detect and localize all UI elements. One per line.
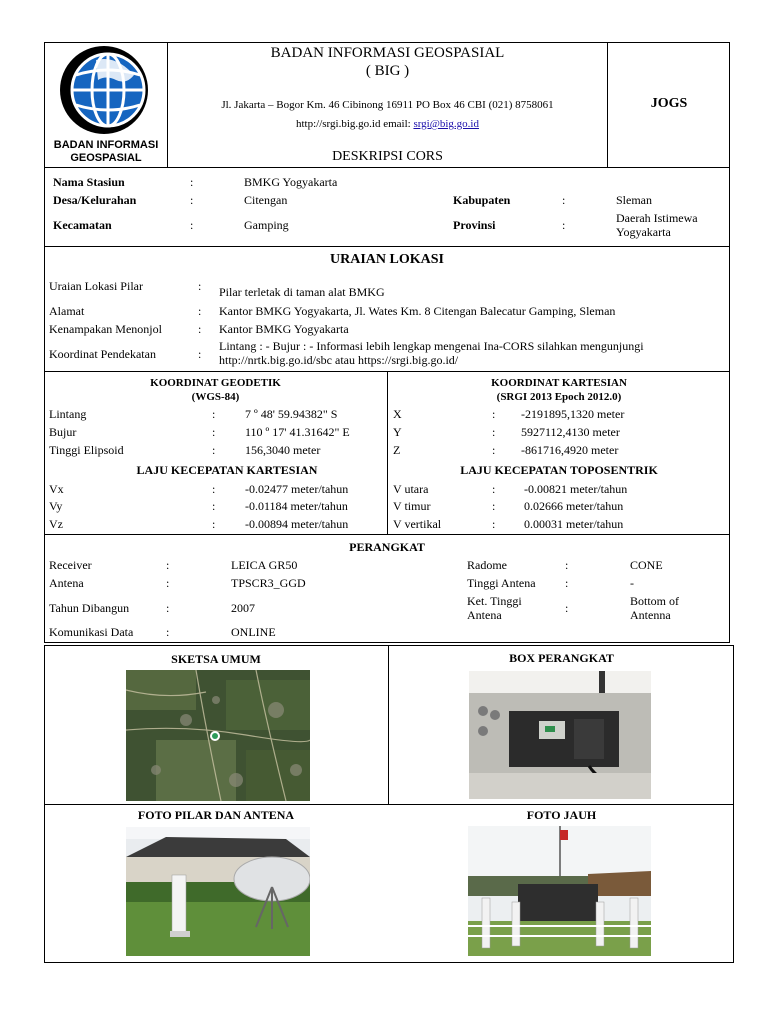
vu-value: -0.00821 meter/tahun — [524, 482, 628, 496]
globe-logo-icon — [56, 45, 154, 137]
far-view-image — [468, 826, 651, 956]
vx-label: Vx — [49, 482, 64, 496]
box-equipment-image — [469, 671, 651, 799]
provinsi-value-1: Daerah Istimewa — [616, 211, 698, 225]
nama-value: BMKG Yogyakarta — [244, 175, 338, 189]
receiver-colon: : — [166, 558, 170, 572]
nama-colon: : — [190, 175, 194, 189]
kabupaten-label: Kabupaten — [453, 193, 511, 207]
radome-colon: : — [565, 558, 569, 572]
sketch-map-image — [126, 670, 310, 801]
pilar-photo-title: FOTO PILAR DAN ANTENA — [137, 808, 295, 822]
org-short: ( BIG ) — [365, 63, 410, 79]
vy-value: -0.01184 meter/tahun — [245, 499, 348, 513]
vv-value: 0.00031 meter/tahun — [524, 517, 624, 531]
org-address: Jl. Jakarta – Bogor Km. 46 Cibinong 16911 PO Box 46 CBI (021) 8758061 — [221, 99, 554, 111]
provinsi-label: Provinsi — [453, 218, 496, 232]
doc-title: DESKRIPSI CORS — [332, 149, 443, 164]
map-drawing — [126, 670, 310, 801]
x-colon: : — [492, 407, 496, 421]
komunikasi-label: Komunikasi Data — [49, 625, 134, 639]
ket-tinggi-value-2: Antenna — [630, 608, 671, 622]
kecamatan-colon: : — [190, 218, 194, 232]
org-contact — [168, 117, 607, 131]
koordinat-value-2: http://nrtk.big.go.id/sbc atau https://srgi.big.go.id/ — [219, 353, 459, 367]
vt-value: 0.02666 meter/tahun — [524, 499, 624, 513]
tinggi-antena-label: Tinggi Antena — [467, 576, 536, 590]
desa-value: Citengan — [244, 193, 288, 207]
geodetik-title: KOORDINAT GEODETIK — [150, 377, 281, 389]
x-value: -2191895,1320 meter — [521, 407, 625, 421]
nama-label: Nama Stasiun — [53, 175, 125, 189]
desa-label: Desa/Kelurahan — [53, 193, 137, 207]
receiver-label: Receiver — [49, 558, 92, 572]
pillar-antenna-image — [126, 827, 310, 956]
web-text: http://srgi.big.go.id email: — [296, 118, 414, 130]
geodetik-subtitle: (WGS-84) — [191, 391, 240, 403]
alamat-value: Kantor BMKG Yogyakarta, Jl. Wates Km. 8 Citengan Balecatur Gamping, Sleman — [219, 304, 616, 318]
tahun-value: 2007 — [231, 601, 255, 615]
koordinat-label: Koordinat Pendekatan — [49, 347, 156, 361]
pilar-label: Uraian Lokasi Pilar — [49, 279, 143, 293]
provinsi-colon: : — [562, 218, 566, 232]
perangkat-title: PERANGKAT — [349, 540, 425, 554]
vz-label: Vz — [49, 517, 63, 531]
alamat-colon: : — [198, 304, 202, 318]
kecamatan-value: Gamping — [244, 218, 289, 232]
vt-colon: : — [492, 499, 496, 513]
lintang-value: 7 º 48' 59.94382" S — [245, 407, 338, 421]
kartesian-title: KOORDINAT KARTESIAN — [491, 377, 627, 389]
kabupaten-colon: : — [562, 193, 566, 207]
pillar-drawing — [126, 827, 310, 956]
y-colon: : — [492, 425, 496, 439]
komunikasi-value: ONLINE — [231, 625, 276, 639]
vv-colon: : — [492, 517, 496, 531]
antena-colon: : — [166, 576, 170, 590]
vy-colon: : — [212, 499, 216, 513]
kabupaten-value: Sleman — [616, 193, 652, 207]
logo-text-line2: GEOSPASIAL — [70, 152, 142, 164]
email-link[interactable]: srgi@big.go.id — [413, 118, 479, 130]
photos-divider-h — [44, 804, 734, 805]
station-bottom-line — [44, 246, 730, 247]
tinggi-elipsoid-value: 156,3040 meter — [245, 443, 321, 457]
ket-tinggi-value-1: Bottom of — [630, 594, 680, 608]
vx-colon: : — [212, 482, 216, 496]
receiver-value: LEICA GR50 — [231, 558, 298, 572]
vu-colon: : — [492, 482, 496, 496]
vz-colon: : — [212, 517, 216, 531]
vy-label: Vy — [49, 499, 63, 513]
provinsi-value-2: Yogyakarta — [616, 225, 671, 239]
bujur-label: Bujur — [49, 425, 77, 439]
pilar-value: Pilar terletak di taman alat BMKG — [219, 285, 385, 299]
laju-kartesian-title: LAJU KECEPATAN KARTESIAN — [136, 463, 318, 477]
alamat-label: Alamat — [49, 304, 85, 318]
lintang-colon: : — [212, 407, 216, 421]
tahun-label: Tahun Dibangun — [49, 601, 130, 615]
station-code: JOGS — [650, 96, 688, 111]
tinggi-elipsoid-label: Tinggi Elipsoid — [49, 443, 124, 457]
z-label: Z — [393, 443, 401, 457]
vt-label: V timur — [393, 499, 431, 513]
lintang-label: Lintang — [49, 407, 87, 421]
vx-value: -0.02477 meter/tahun — [245, 482, 349, 496]
antena-value: TPSCR3_GGD — [231, 576, 306, 590]
kecamatan-label: Kecamatan — [53, 218, 112, 232]
desa-colon: : — [190, 193, 194, 207]
ket-tinggi-label-2: Antena — [467, 608, 502, 622]
far-view-drawing — [468, 826, 651, 956]
ket-tinggi-label-1: Ket. Tinggi — [467, 594, 522, 608]
vv-label: V vertikal — [393, 517, 442, 531]
pilar-colon: : — [198, 279, 202, 293]
header-bottom-line — [44, 167, 730, 168]
bujur-colon: : — [212, 425, 216, 439]
bujur-value: 110 º 17' 41.31642" E — [245, 425, 350, 439]
ket-tinggi-colon: : — [565, 601, 569, 615]
tinggi-antena-value: - — [630, 576, 634, 590]
kartesian-subtitle: (SRGI 2013 Epoch 2012.0) — [496, 391, 622, 403]
kenampakan-value: Kantor BMKG Yogyakarta — [219, 322, 349, 336]
logo-text-line1: BADAN INFORMASI — [53, 139, 159, 151]
box-title: BOX PERANGKAT — [509, 651, 614, 665]
y-value: 5927112,4130 meter — [521, 425, 620, 439]
photos-divider-v — [388, 645, 389, 804]
koordinat-value-1: Lintang : - Bujur : - Informasi lebih lengkap mengenai Ina-CORS silahkan mengunjungi — [219, 339, 644, 353]
x-label: X — [393, 407, 402, 421]
uraian-title: URAIAN LOKASI — [330, 252, 444, 267]
vz-value: -0.00894 meter/tahun — [245, 517, 349, 531]
laju-toposentrik-title: LAJU KECEPATAN TOPOSENTRIK — [460, 463, 658, 477]
org-name: BADAN INFORMASI GEOSPASIAL — [270, 45, 505, 61]
tinggi-antena-colon: : — [565, 576, 569, 590]
antena-label: Antena — [49, 576, 84, 590]
y-label: Y — [393, 425, 402, 439]
z-colon: : — [492, 443, 496, 457]
z-value: -861716,4920 meter — [521, 443, 619, 457]
tinggi-elipsoid-colon: : — [212, 443, 216, 457]
kenampakan-colon: : — [198, 322, 202, 336]
komunikasi-colon: : — [166, 625, 170, 639]
radome-label: Radome — [467, 558, 507, 572]
tahun-colon: : — [166, 601, 170, 615]
koordinat-bottom-line — [44, 534, 730, 535]
koordinat-colon: : — [198, 347, 202, 361]
jauh-title: FOTO JAUH — [526, 808, 597, 822]
sketsa-title: SKETSA UMUM — [171, 652, 261, 666]
radome-value: CONE — [630, 558, 663, 572]
vu-label: V utara — [393, 482, 429, 496]
kenampakan-label: Kenampakan Menonjol — [49, 322, 162, 336]
equipment-drawing — [469, 671, 651, 799]
